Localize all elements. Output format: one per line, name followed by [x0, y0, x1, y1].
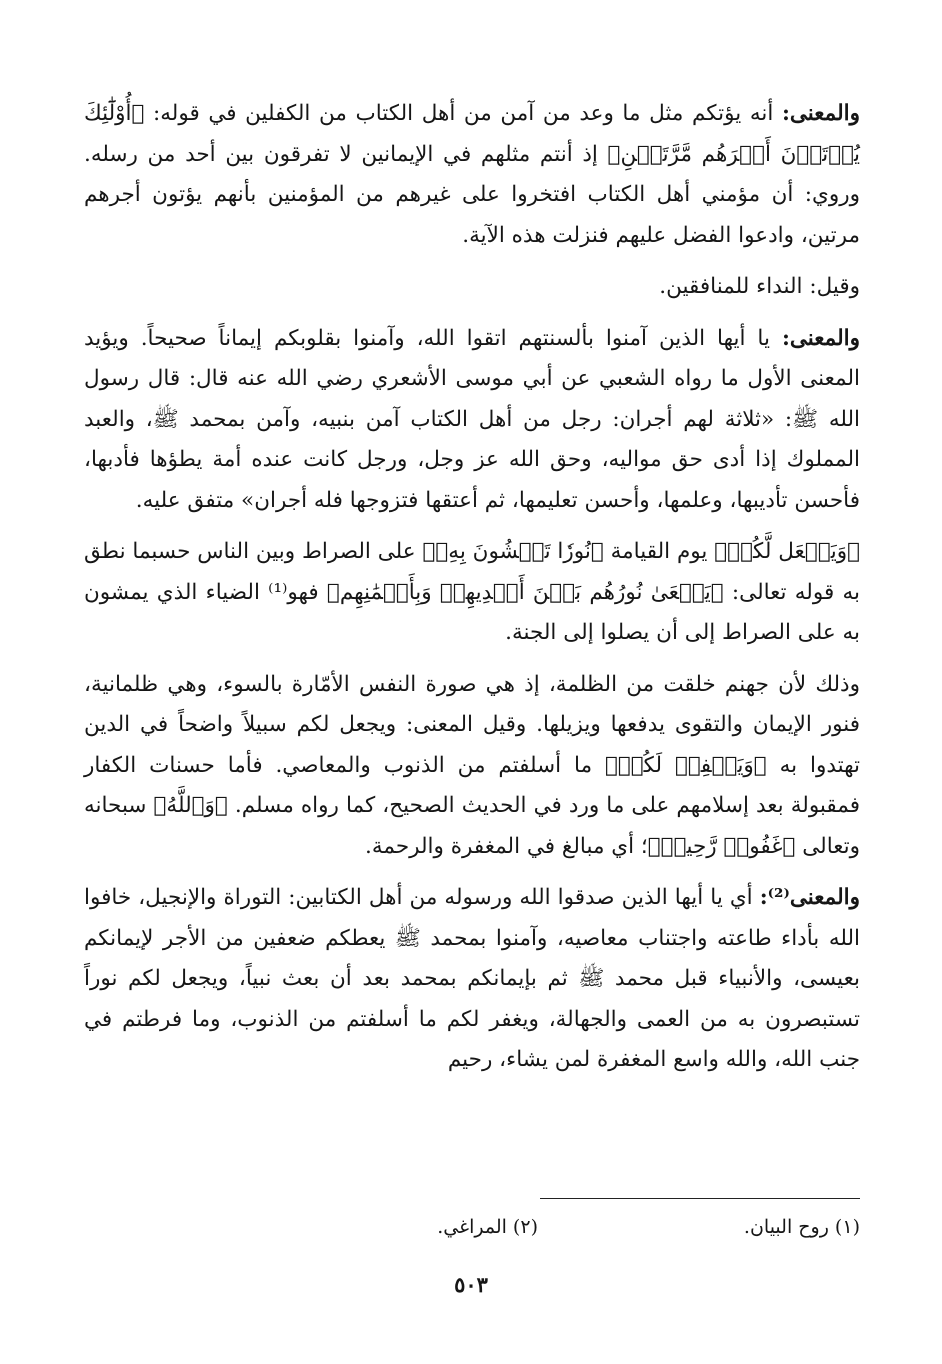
- paragraph-3: [84, 319, 860, 522]
- paragraph-text: ﴿وَيَجۡعَل لَّكُمۡ﴾ يوم القيامة ﴿نُورٗا تَمۡشُونَ بِهِۦ﴾ على الصراط وبين الناس حسبما نطق به قوله تعالى: ﴿يَسۡعَىٰ نُورُهُم بَيۡنَ أَيۡدِيهِمۡ وَبِأَيۡمَٰنِهِم﴾ فهو⁽¹⁾ الضياء الذي يمشون به على الصراط إلى أن يصلوا إلى الجنة.: [84, 539, 860, 645]
- paragraph-lead: والمعنى:: [781, 325, 860, 351]
- footnote-divider: [540, 1198, 860, 1199]
- paragraph-text: أي يا أيها الذين صدقوا الله ورسوله من أهل الكتابين: التوراة والإنجيل، خافوا الله بأداء طاعته واجتناب معاصيه، وآمنوا بمحمد ﷺ يعطكم ضعفين من الأجر لإيمانكم بعيسى، والأنبياء قبل محمد ﷺ ثم بإيمانكم بمحمد بعد أن بعث نبياً، ويجعل لكم نوراً تستبصرون به من العمى والجهالة، ويغفر لكم ما أسلفتم من الذنوب، وما فرطتم في جنب الله، والله واسع المغفرة لمن يشاء، رحيم: [84, 885, 860, 1072]
- paragraph-text: وذلك لأن جهنم خلقت من الظلمة، إذ هي صورة النفس الأمّارة بالسوء، وهي ظلمانية، فنور الإيمان والتقوى يدفعها ويزيلها. وقيل المعنى: ويجعل لكم سبيلاً واضحاً في الدين تهتدوا به ﴿وَيَغۡفِرۡ لَكُمۡ﴾ ما أسلفتم من الذنوب والمعاصي. فأما حسنات الكفار فمقبولة بعد إسلامهم على ما ورد في الحديث الصحيح، كما رواه مسلم. ﴿وَٱللَّهُ﴾ سبحانه وتعالى ﴿غَفُورٞ رَّحِيمٞ﴾؛ أي مبالغ في المغفرة والرحمة.: [84, 671, 860, 859]
- paragraph-text: أنه يؤتكم مثل ما وعد من آمن من أهل الكتاب من الكفلين في قوله: ﴿أُوْلَٰٓئِكَ يُؤۡتَوۡنَ أَجۡرَهُم مَّرَّتَيۡنِ﴾ إذ أنتم مثلهم في الإيمانين لا تفرقون بين أحد من رسله. وروي: أن مؤمني أهل الكتاب افتخروا على غيرهم من المؤمنين بأنهم يؤتون أجرهم مرتين، وادعوا الفضل عليهم فنزلت هذه الآية.: [84, 101, 860, 248]
- paragraph-lead: والمعنى:: [781, 101, 860, 126]
- paragraph-6: [84, 878, 860, 1081]
- footnote-1: (١) روح البيان.: [743, 1216, 860, 1238]
- paragraph-1: [84, 94, 860, 256]
- paragraph-2: [84, 267, 860, 308]
- page-body: [84, 94, 860, 1092]
- paragraph-lead: والمعنى⁽²⁾:: [759, 885, 860, 910]
- paragraph-5: [84, 665, 860, 868]
- paragraph-text: يا أيها الذين آمنوا بألسنتهم اتقوا الله، وآمنوا بقلوبكم إيماناً صحيحاً. ويؤيد المعنى الأول ما رواه الشعبي عن أبي موسى الأشعري رضي الله عنه قال: قال رسول الله ﷺ: «ثلاثة لهم أجران: رجل من أهل الكتاب آمن بنبيه، وآمن بمحمد ﷺ، والعبد المملوك إذا أدى حق مواليه، وحق الله عز وجل، ورجل كانت عنده أمة يطؤها فأدبها، فأحسن تأديبها، وعلمها، وأحسن تعليمها، ثم أعتقها فتزوجها فله أجران» متفق عليه.: [84, 325, 860, 513]
- paragraph-text: وقيل: النداء للمنافقين.: [659, 274, 860, 299]
- footnotes: [84, 1212, 860, 1244]
- paragraph-4: [84, 532, 860, 654]
- page-number: ٥٠٣: [454, 1272, 488, 1297]
- footnote-2: (٢) المراغي.: [437, 1216, 538, 1238]
